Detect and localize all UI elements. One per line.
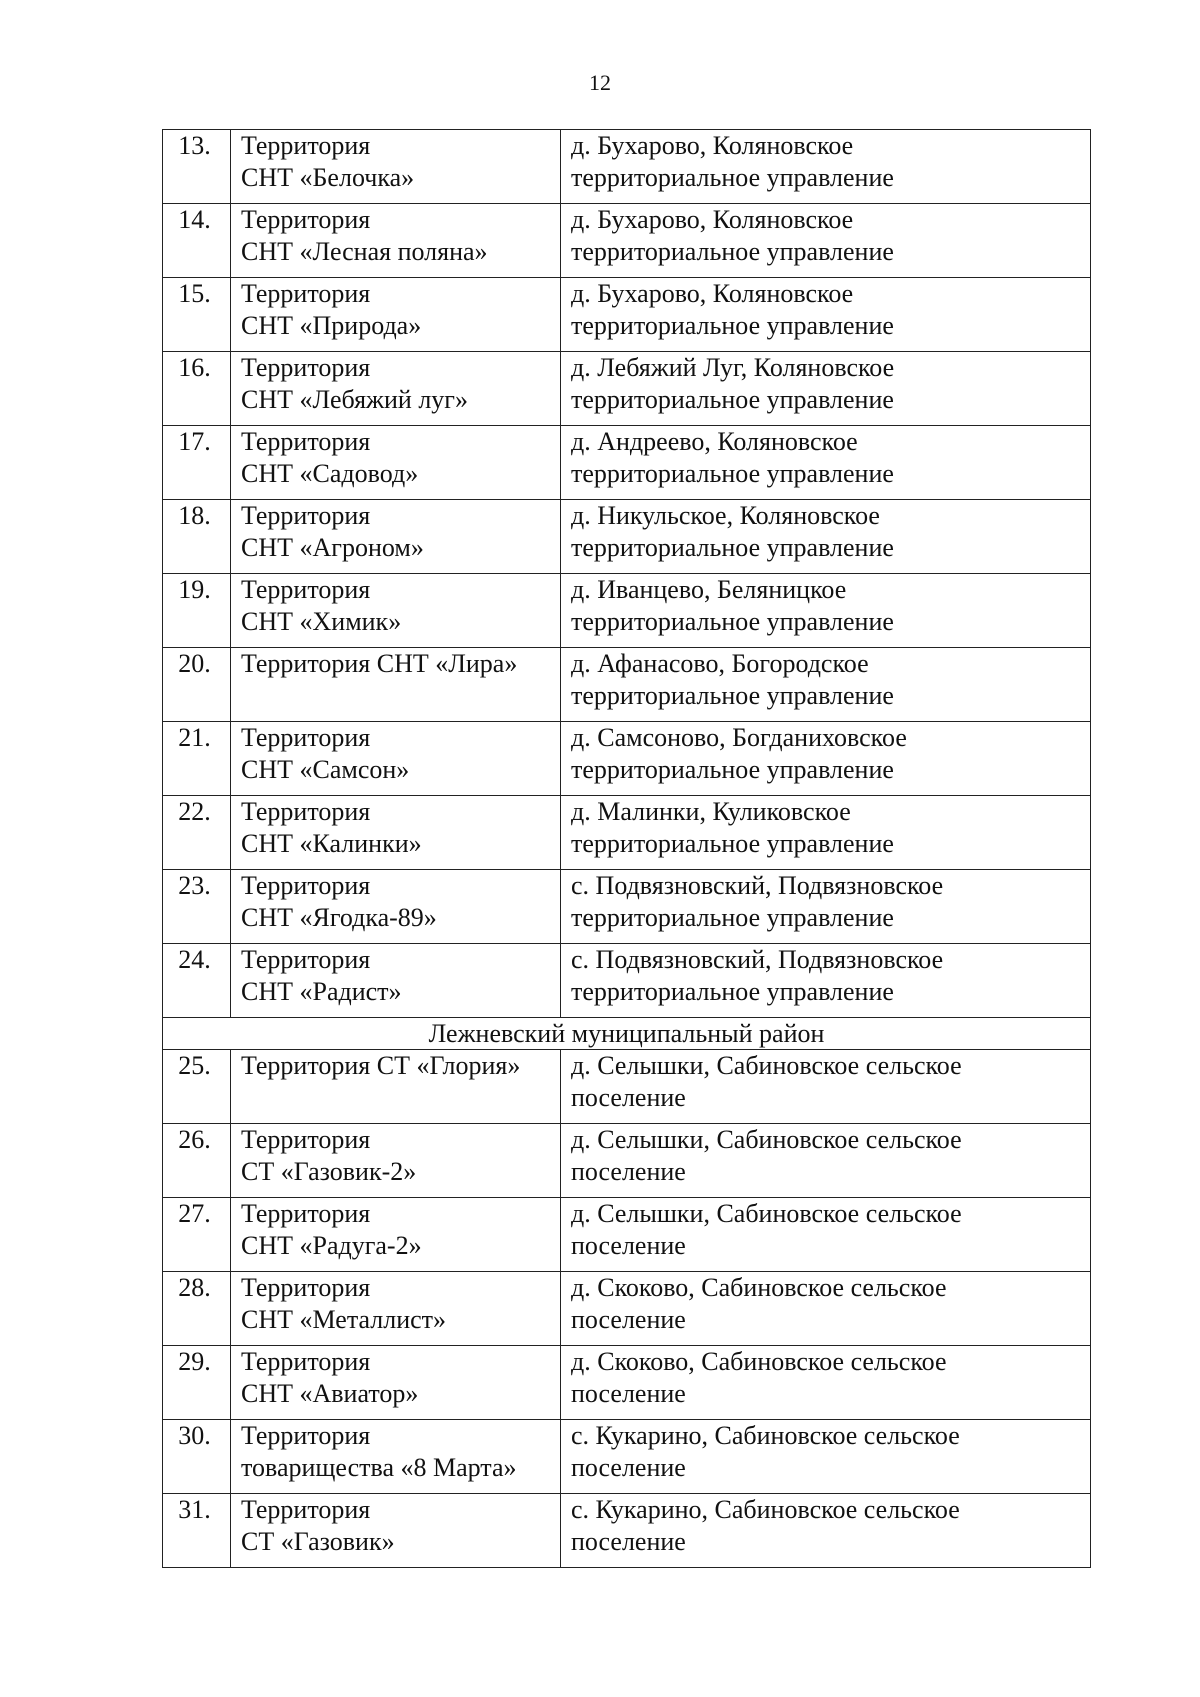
territory-name-line: Территория <box>241 353 371 382</box>
location-cell <box>561 130 1091 204</box>
table-row <box>163 796 1091 870</box>
location-cell <box>561 722 1091 796</box>
territory-name-line: Территория <box>241 723 371 752</box>
territory-name-line: СНТ «Садовод» <box>241 459 419 488</box>
location-cell <box>561 1050 1091 1124</box>
location-line: поселение <box>571 1527 686 1556</box>
territory-name-line: СНТ «Калинки» <box>241 829 422 858</box>
location-cell <box>561 278 1091 352</box>
territory-name-cell <box>231 500 561 574</box>
territory-name-line: Территория <box>241 945 371 974</box>
location-line: д. Афанасово, Богородское <box>571 649 869 678</box>
territory-name-line: Территория <box>241 205 371 234</box>
location-cell <box>561 352 1091 426</box>
row-number: 28. <box>163 1272 231 1346</box>
territory-name-line: Территория <box>241 1421 371 1450</box>
territory-name-cell <box>231 944 561 1018</box>
row-number: 21. <box>163 722 231 796</box>
territory-name-cell <box>231 796 561 870</box>
territories-table <box>162 129 1091 1568</box>
territory-name-cell <box>231 722 561 796</box>
location-line: поселение <box>571 1305 686 1334</box>
location-line: д. Лебяжий Луг, Коляновское <box>571 353 895 382</box>
location-cell <box>561 944 1091 1018</box>
row-number: 18. <box>163 500 231 574</box>
territory-name-line: СНТ «Природа» <box>241 311 422 340</box>
location-line: территориальное управление <box>571 903 894 932</box>
table-row <box>163 574 1091 648</box>
territory-name-line: Территория <box>241 797 371 826</box>
row-number: 20. <box>163 648 231 722</box>
territory-name-line: Территория <box>241 1273 371 1302</box>
location-cell <box>561 204 1091 278</box>
location-cell <box>561 500 1091 574</box>
territory-name-line: СНТ «Радуга-2» <box>241 1231 422 1260</box>
row-number: 17. <box>163 426 231 500</box>
row-number: 19. <box>163 574 231 648</box>
territory-name-line: СНТ «Металлист» <box>241 1305 447 1334</box>
territory-name-cell <box>231 130 561 204</box>
territory-name-line: СНТ «Ягодка-89» <box>241 903 437 932</box>
location-line: поселение <box>571 1231 686 1260</box>
row-number: 27. <box>163 1198 231 1272</box>
table-row <box>163 500 1091 574</box>
row-number: 13. <box>163 130 231 204</box>
location-line: с. Подвязновский, Подвязновское <box>571 871 944 900</box>
territory-name-cell <box>231 648 561 722</box>
location-line: д. Самсоново, Богданиховское <box>571 723 907 752</box>
location-cell <box>561 1272 1091 1346</box>
location-cell <box>561 1198 1091 1272</box>
location-line: поселение <box>571 1083 686 1112</box>
row-number: 24. <box>163 944 231 1018</box>
table-row <box>163 1124 1091 1198</box>
location-line: д. Малинки, Куликовское <box>571 797 851 826</box>
page-number: 12 <box>589 70 611 95</box>
table-row <box>163 722 1091 796</box>
location-line: территориальное управление <box>571 459 894 488</box>
section-header-row <box>163 1018 1091 1050</box>
location-cell <box>561 1346 1091 1420</box>
table-row <box>163 1272 1091 1346</box>
table-row <box>163 1494 1091 1568</box>
territory-name-line: Территория <box>241 1199 371 1228</box>
table-row <box>163 1346 1091 1420</box>
table-row <box>163 130 1091 204</box>
location-line: д. Скоково, Сабиновское сельское <box>571 1347 947 1376</box>
table-row <box>163 278 1091 352</box>
row-number: 30. <box>163 1420 231 1494</box>
location-cell <box>561 1494 1091 1568</box>
location-line: территориальное управление <box>571 533 894 562</box>
territory-name-line: Территория СНТ «Лира» <box>241 649 518 678</box>
territory-name-line: Территория <box>241 131 371 160</box>
table-row <box>163 1198 1091 1272</box>
location-line: д. Селышки, Сабиновское сельское <box>571 1125 962 1154</box>
territory-name-line: СТ «Газовик» <box>241 1527 395 1556</box>
location-line: поселение <box>571 1157 686 1186</box>
location-line: территориальное управление <box>571 311 894 340</box>
location-line: д. Бухарово, Коляновское <box>571 131 854 160</box>
location-cell <box>561 796 1091 870</box>
territory-name-line: СНТ «Химик» <box>241 607 402 636</box>
location-cell <box>561 1124 1091 1198</box>
location-line: д. Бухарово, Коляновское <box>571 205 854 234</box>
location-cell <box>561 870 1091 944</box>
territory-name-line: СТ «Газовик-2» <box>241 1157 417 1186</box>
table-row <box>163 1050 1091 1124</box>
location-line: территориальное управление <box>571 681 894 710</box>
location-line: поселение <box>571 1379 686 1408</box>
location-line: территориальное управление <box>571 977 894 1006</box>
territory-name-cell <box>231 426 561 500</box>
location-line: с. Кукарино, Сабиновское сельское <box>571 1421 960 1450</box>
location-line: д. Скоково, Сабиновское сельское <box>571 1273 947 1302</box>
district-heading: Лежневский муниципальный район <box>163 1018 1091 1050</box>
location-cell <box>561 574 1091 648</box>
territory-name-cell <box>231 1346 561 1420</box>
row-number: 29. <box>163 1346 231 1420</box>
territory-name-line: товарищества «8 Марта» <box>241 1453 517 1482</box>
territory-name-line: Территория <box>241 1495 371 1524</box>
territory-name-cell <box>231 1198 561 1272</box>
table-row <box>163 426 1091 500</box>
location-line: д. Андреево, Коляновское <box>571 427 858 456</box>
location-line: д. Иванцево, Беляницкое <box>571 575 847 604</box>
location-line: д. Никульское, Коляновское <box>571 501 880 530</box>
row-number: 16. <box>163 352 231 426</box>
territory-name-cell <box>231 870 561 944</box>
territory-name-cell <box>231 574 561 648</box>
territory-name-cell <box>231 204 561 278</box>
territory-name-line: Территория <box>241 871 371 900</box>
territory-name-cell <box>231 1494 561 1568</box>
table-row <box>163 870 1091 944</box>
row-number: 23. <box>163 870 231 944</box>
location-cell <box>561 426 1091 500</box>
table-row <box>163 1420 1091 1494</box>
location-line: д. Селышки, Сабиновское сельское <box>571 1199 962 1228</box>
territory-name-line: СНТ «Лесная поляна» <box>241 237 488 266</box>
territory-name-cell <box>231 1050 561 1124</box>
territory-name-line: СНТ «Радист» <box>241 977 402 1006</box>
location-line: поселение <box>571 1453 686 1482</box>
location-cell <box>561 1420 1091 1494</box>
location-line: д. Бухарово, Коляновское <box>571 279 854 308</box>
row-number: 15. <box>163 278 231 352</box>
table-row <box>163 648 1091 722</box>
territory-name-line: СНТ «Авиатор» <box>241 1379 419 1408</box>
territory-name-cell <box>231 352 561 426</box>
row-number: 26. <box>163 1124 231 1198</box>
territory-name-cell <box>231 278 561 352</box>
table-row <box>163 944 1091 1018</box>
table-row <box>163 204 1091 278</box>
territory-name-line: СНТ «Белочка» <box>241 163 415 192</box>
territory-name-cell <box>231 1124 561 1198</box>
location-line: территориальное управление <box>571 237 894 266</box>
territory-name-line: Территория СТ «Глория» <box>241 1051 521 1080</box>
location-line: территориальное управление <box>571 829 894 858</box>
territory-name-line: Территория <box>241 427 371 456</box>
territory-name-line: Территория <box>241 501 371 530</box>
location-line: с. Кукарино, Сабиновское сельское <box>571 1495 960 1524</box>
location-line: д. Селышки, Сабиновское сельское <box>571 1051 962 1080</box>
location-line: территориальное управление <box>571 385 894 414</box>
territory-name-line: СНТ «Агроном» <box>241 533 424 562</box>
location-line: с. Подвязновский, Подвязновское <box>571 945 944 974</box>
territory-name-line: Территория <box>241 575 371 604</box>
row-number: 22. <box>163 796 231 870</box>
territories-table-body <box>163 130 1091 1568</box>
location-cell <box>561 648 1091 722</box>
row-number: 14. <box>163 204 231 278</box>
location-line: территориальное управление <box>571 163 894 192</box>
location-line: территориальное управление <box>571 607 894 636</box>
row-number: 31. <box>163 1494 231 1568</box>
territory-name-line: Территория <box>241 279 371 308</box>
territory-name-cell <box>231 1420 561 1494</box>
territory-name-cell <box>231 1272 561 1346</box>
territory-name-line: СНТ «Самсон» <box>241 755 410 784</box>
table-row <box>163 352 1091 426</box>
territory-name-line: Территория <box>241 1125 371 1154</box>
row-number: 25. <box>163 1050 231 1124</box>
location-line: территориальное управление <box>571 755 894 784</box>
territory-name-line: Территория <box>241 1347 371 1376</box>
territory-name-line: СНТ «Лебяжий луг» <box>241 385 468 414</box>
